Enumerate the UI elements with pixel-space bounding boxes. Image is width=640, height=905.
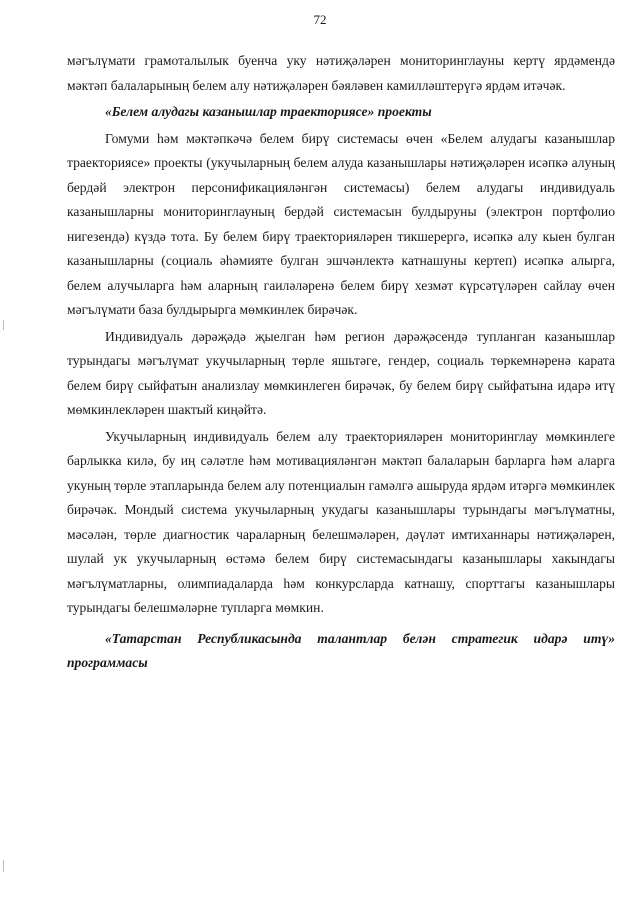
paragraph-individual-data: Индивидуаль дәрәҗәдә җыелган һәм регион дәрәҗәсендә тупланган казанышлар турындагы мәгълүмат укучыларның төрле яшьтәге, гендер, социаль төркемнәренә карата белем бирү сыйфатын анализлау мөмкинлеген бирәчәк, бу белем бирү сыйфатына идарә итү мөмкинлекләрен шактый киңәйтә. xyxy=(67,328,615,417)
paragraph-project-description: Гомуми һәм мәктәпкәчә белем бирү системасы өчен «Белем алудагы казанышлар траекториясе» проекты (укучыларның белем алуда казанышлары нәтиҗәләрен исәпкә алуның бердәй электрон персонификацияләнгән системасы) белем алудагы индивидуаль казанышларны мониторинглауның бердәй системасын булдыруны (электрон портфолио нигезендә) күздә тота. Бу белем бирү траекторияләрен тикшерергә, исәпкә алу кыен булган казанышларны (социаль әһәмияте булган эшчәнлектә катнашуны кертеп) исәпкә алырга, белем алучыларга һәм аларның гаиләләренә белем бирү хезмәт күрсәтүләрен сайлау өчен мәгълүмати база булдырырга мөмкинлек бирәчәк. xyxy=(67,130,615,317)
paragraph-continuation: мәгълүмати грамоталылык буенча уку нәтиҗәләрен мониторинглауны кертү ярдәмендә мәктәп балаларының белем алу нәтиҗәләрен бәяләвен камилләштерүгә ярдәм итәчәк. xyxy=(67,53,615,93)
section-heading-talent-program: «Татарстан Республикасында талантлар белән стратегик идарә итү» программасы xyxy=(67,630,615,670)
margin-mark xyxy=(3,860,4,872)
margin-mark xyxy=(3,320,4,330)
page-number: 72 xyxy=(313,12,327,27)
section-heading-achievements-trajectory: «Белем алудагы казанышлар траекториясе» проекты xyxy=(105,104,432,119)
paragraph-monitoring: Укучыларның индивидуаль белем алу траекторияләрен мониторинглау мөмкинлеге барлыкка килә, бу иң сәләтле һәм мотивацияләнгән мәктәп балаларын барларга һәм аларга укуның төрле этапларында белем алу потенциалын гамәлгә ашыруда ярдәм итәргә мөмкинлек бирәчәк. Мондый система укучыларның укудагы казанышлары турындагы мәгълүматны, мәсәлән, төрле диагностик чараларның белешмәләрен, дәүләт имтиханнары нәтиҗәләрен, шулай ук укучыларның өстәмә белем бирү системасындагы казанышлары хакындагы мәгълүматларны, олимпиадаларда һәм конкурсларда катнашу, спорттагы казанышлары турындагы белешмәләрне тупларга мөмкин. xyxy=(67,428,615,615)
document-body xyxy=(67,49,615,676)
